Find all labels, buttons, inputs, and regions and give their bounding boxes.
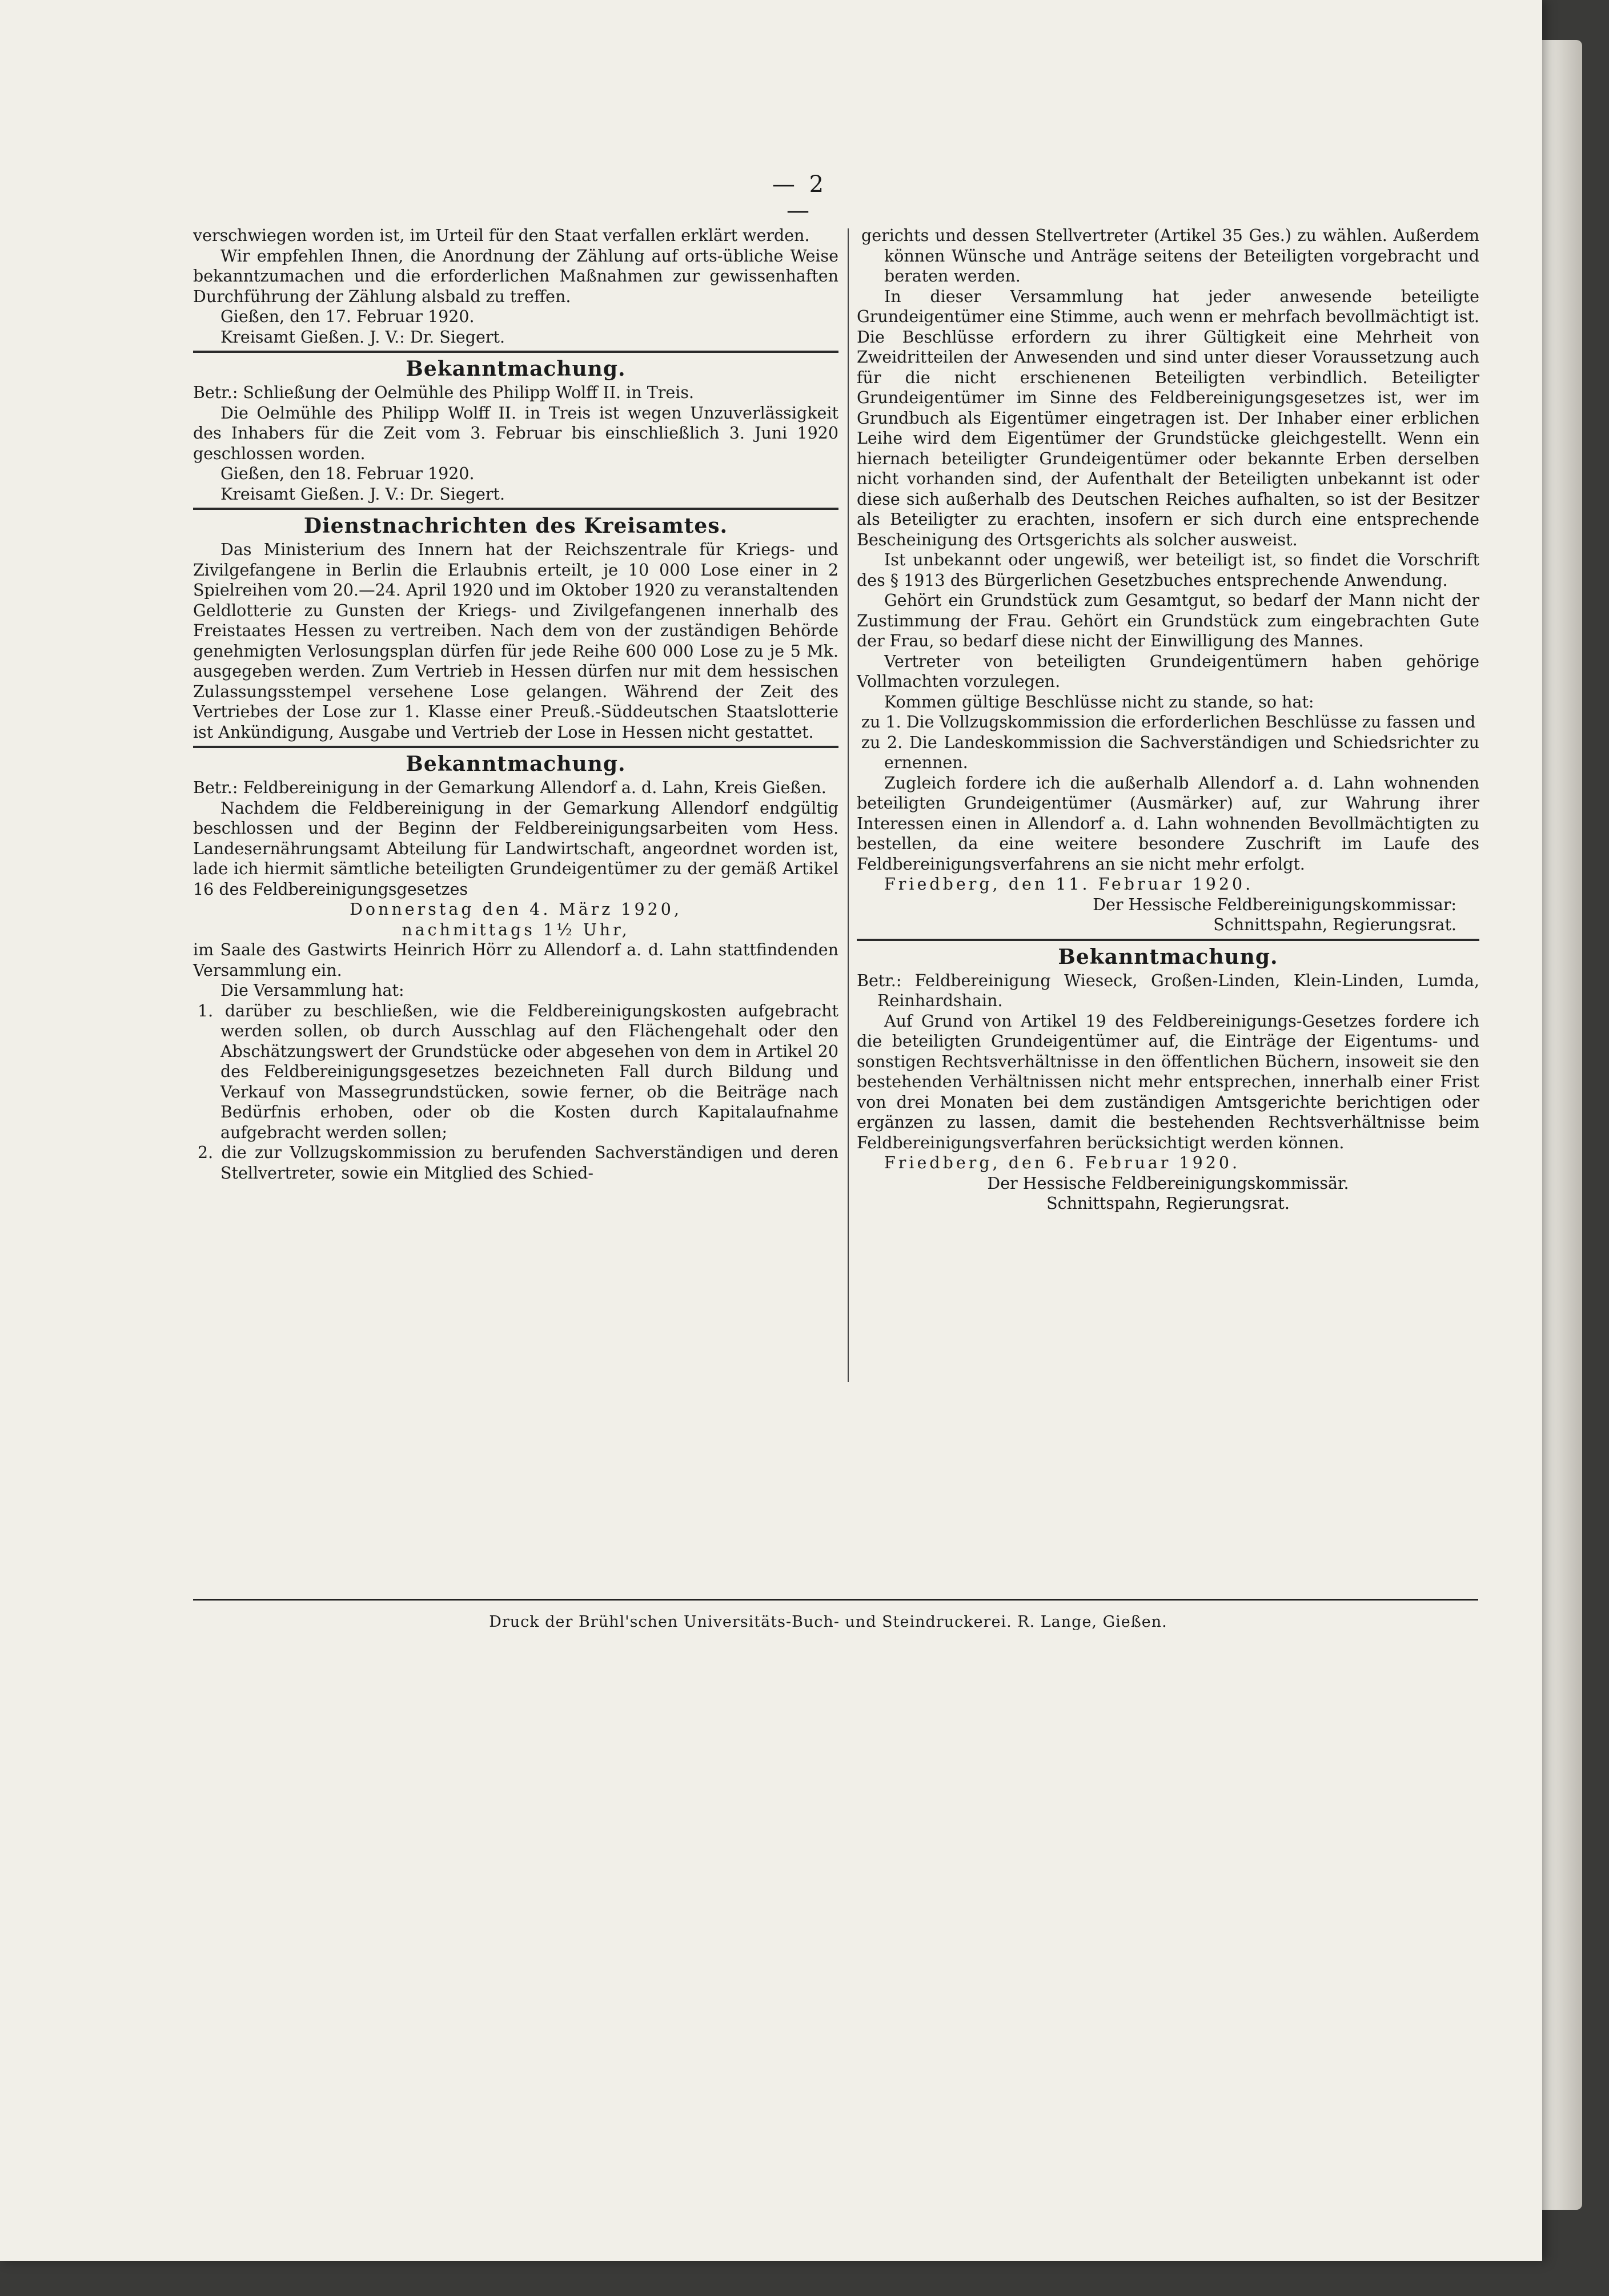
section-rule <box>193 508 838 510</box>
agenda-item: 2. die zur Vollzugskommission zu berufenden Sachverständigen und deren Stellvertreter, sowie ein Mitglied des Schied- <box>198 1143 838 1183</box>
paragraph: In dieser Versammlung hat jeder anwesende beteiligte Grundeigentümer eine Stimme, auch wenn er mehrfach bevollmächtigt ist. Die Beschlüsse erfordern zu ihrer Gültigkeit eine Mehrheit von Zweidritteilen der Anwesenden und sind unter dieser Voraussetzung auch für die nicht erschienenen Beteiligten verbindlich. Beteiligter Grundeigentümer im Sinne des Feldbereinigungsgesetzes ist, wer im Grundbuch als Eigentümer eingetragen ist. Der Inhaber einer erblichen Leihe wird dem Eigentümer der Grundstücke gleichgestellt. Wenn ein hiernach beteiligter Grundeigentümer oder bekannte Erben derselben nicht vorhanden sind, der Aufenthalt der Beteiligten unbekannt ist oder diese sich außerhalb des Deutschen Reiches aufhalten, so ist der Besitzer als Beteiligter zu erachten, insofern er sich durch eine entsprechende Bescheinigung des Ortsgerichts als solcher ausweist. <box>857 287 1479 549</box>
intro-date: Gießen, den 17. Februar 1920. <box>220 307 475 326</box>
list-item: zu 1. Die Vollzugskommission die erforderlichen Beschlüsse zu fassen und <box>861 713 1476 731</box>
meeting-place: im Saale des Gastwirts Heinrich Hörr zu Allendorf a. d. Lahn stattfindenden Versammlung ein. <box>193 940 838 980</box>
agenda-continuation: gerichts und dessen Stellvertreter (Artikel 35 Ges.) zu wählen. Außerdem können Wünsche und Anträge seitens der Beteiligten vorgebracht und beraten werden. <box>861 226 1479 286</box>
section-rule <box>857 939 1479 941</box>
notice-subject: Betr.: Feldbereinigung in der Gemarkung Allendorf a. d. Lahn, Kreis Gießen. <box>193 778 826 797</box>
notice-date: Friedberg, den 6. Februar 1920. <box>884 1153 1241 1172</box>
notice-signature: Der Hessische Feldbereinigungskommissär. <box>987 1173 1349 1193</box>
agenda-item: 1. darüber zu beschließen, wie die Feldbereinigungskosten aufgebracht werden sollen, ob durch Ausschlag auf den Flächengehalt oder den Abschätzungswert der Grundstücke oder abgesehen von dem in Artikel 20 des Feldbereinigungsgesetzes bezeichneten Fall durch Bildung und Verkauf von Massegrundstücken, sowie ferner, ob die Beiträge nach Bedürfnis erhoben, oder ob die Kosten durch Kapitalaufnahme aufgebracht werden sollen; <box>198 1001 838 1142</box>
notice-date: Friedberg, den 11. Februar 1920. <box>884 875 1254 894</box>
intro-signature: Kreisamt Gießen. J. V.: Dr. Siegert. <box>220 327 505 347</box>
footer-rule <box>193 1599 1478 1601</box>
section-rule <box>193 746 838 748</box>
paragraph: Zugleich fordere ich die außerhalb Allendorf a. d. Lahn wohnenden beteiligten Grundeigentümer (Ausmärker) auf, zur Wahrung ihrer Interessen einen in Allendorf a. d. Lahn wohnenden Bevollmächtigten zu bestellen, da eine weitere besondere Zuschrift im Laufe des Feldbereinigungsverfahrens an sie nicht mehr erfolgt. <box>857 773 1479 874</box>
notice-body: Auf Grund von Artikel 19 des Feldbereinigungs-Gesetzes fordere ich die beteiligten Grundeigentümer auf, die Einträge der Eigentums- und sonstigen Rechtsverhältnisse in den öffentlichen Büchern, insoweit sie den bestehenden Verhältnissen nicht mehr entsprechen, innerhalb einer Frist von drei Monaten bei dem zuständigen Amtsgerichte berichtigen oder ergänzen zu lassen, damit die bestehenden Rechtsverhältnisse beim Feldbereinigungsverfahren berücksichtigt werden können. <box>857 1011 1479 1152</box>
agenda-intro: Die Versammlung hat: <box>220 981 404 1000</box>
notice-signature: Der Hessische Feldbereinigungskommissar: <box>1093 895 1456 914</box>
notice-subject: Betr.: Feldbereinigung Wieseck, Großen-Linden, Klein-Linden, Lumda, Reinhardshain. <box>857 971 1479 1010</box>
left-column <box>193 226 838 1183</box>
paragraph: Vertreter von beteiligten Grundeigentümern haben gehörige Vollmachten vorzulegen. <box>857 652 1479 691</box>
intro-body: Wir empfehlen Ihnen, die Anordnung der Zählung auf orts-übliche Weise bekanntzumachen und die erforderlichen Maßnahmen zur gewissenhaften Durchführung der Zählung alsbald zu treffen. <box>193 246 838 306</box>
column-divider <box>848 228 849 1382</box>
notice-subject: Betr.: Schließung der Oelmühle des Philipp Wolff II. in Treis. <box>193 383 695 402</box>
meeting-time: nachmittags 1½ Uhr, <box>402 920 630 939</box>
notice-body: Die Oelmühle des Philipp Wolff II. in Treis ist wegen Unzuverlässigkeit des Inhabers für die Zeit vom 3. Februar bis einschließlich 3. Juni 1920 geschlossen worden. <box>193 403 838 463</box>
notice-signature: Schnittspahn, Regierungsrat. <box>1046 1194 1290 1213</box>
list-item: zu 2. Die Landeskommission die Sachverständigen und Schiedsrichter zu ernennen. <box>861 733 1479 772</box>
meeting-day: Donnerstag den 4. März 1920, <box>350 900 682 919</box>
intro-continuation: verschwiegen worden ist, im Urteil für den Staat verfallen erklärt werden. <box>193 226 810 245</box>
paragraph: Kommen gültige Beschlüsse nicht zu stande, so hat: <box>884 692 1314 711</box>
paragraph: Gehört ein Grundstück zum Gesamtgut, so bedarf der Mann nicht der Zustimmung der Frau. Gehört ein Grundstück zum eingebrachten Gute der Frau, so bedarf diese nicht der Einwilligung des Mannes. <box>857 591 1479 650</box>
notice-heading: Bekanntmachung. <box>406 357 626 381</box>
notice-body: Das Ministerium des Innern hat der Reichszentrale für Kriegs- und Zivilgefangene in Berlin die Erlaubnis erteilt, je 10 000 Lose einer in 2 Spielreihen vom 20.—24. April 1920 und im Oktober 1920 zu veranstaltenden Geldlotterie zu Gunsten der Kriegs- und Zivilgefangenen innerhalb des Freistaates Hessen zu vertreiben. Nach dem von der zuständigen Behörde genehmigten Verlosungsplan dürfen für jede Reihe 600 000 Lose zu je 5 Mk. ausgegeben werden. Zum Vertrieb in Hessen dürfen nur mit dem hessischen Zulassungsstempel versehene Lose gelangen. Während der Zeit des Vertriebes der Lose zur 1. Klasse einer Preuß.-Süddeutschen Staatslotterie ist Ankündigung, Ausgabe und Vertrieb der Lose in Hessen nicht gestattet. <box>193 540 838 742</box>
notice-body: Nachdem die Feldbereinigung in der Gemarkung Allendorf endgültig beschlossen und der Beginn der Feldbereinigungsarbeiten vom Hess. Landesernährungsamt Abteilung für Landwirtschaft, angeordnet worden ist, lade ich hiermit sämtliche beteiligten Grundeigentümer zu der gemäß Artikel 16 des Feldbereinigungsgesetzes <box>193 798 838 899</box>
right-column <box>857 226 1479 1214</box>
printer-imprint: Druck der Brühl'schen Universitäts-Buch- und Steindruckerei. R. Lange, Gießen. <box>489 1613 1167 1631</box>
notice-heading: Dienstnachrichten des Kreisamtes. <box>303 514 728 538</box>
notice-signature: Kreisamt Gießen. J. V.: Dr. Siegert. <box>220 484 505 504</box>
notice-heading: Bekanntmachung. <box>1058 944 1278 969</box>
notice-date: Gießen, den 18. Februar 1920. <box>220 464 475 483</box>
paragraph: Ist unbekannt oder ungewiß, wer beteiligt ist, so findet die Vorschrift des § 1913 des Bürgerlichen Gesetzbuches entsprechende Anwendung. <box>857 550 1479 590</box>
notice-signature: Schnittspahn, Regierungsrat. <box>1213 915 1456 934</box>
notice-heading: Bekanntmachung. <box>406 752 626 776</box>
page-number: — 2 — <box>772 171 828 224</box>
section-rule <box>193 351 838 353</box>
